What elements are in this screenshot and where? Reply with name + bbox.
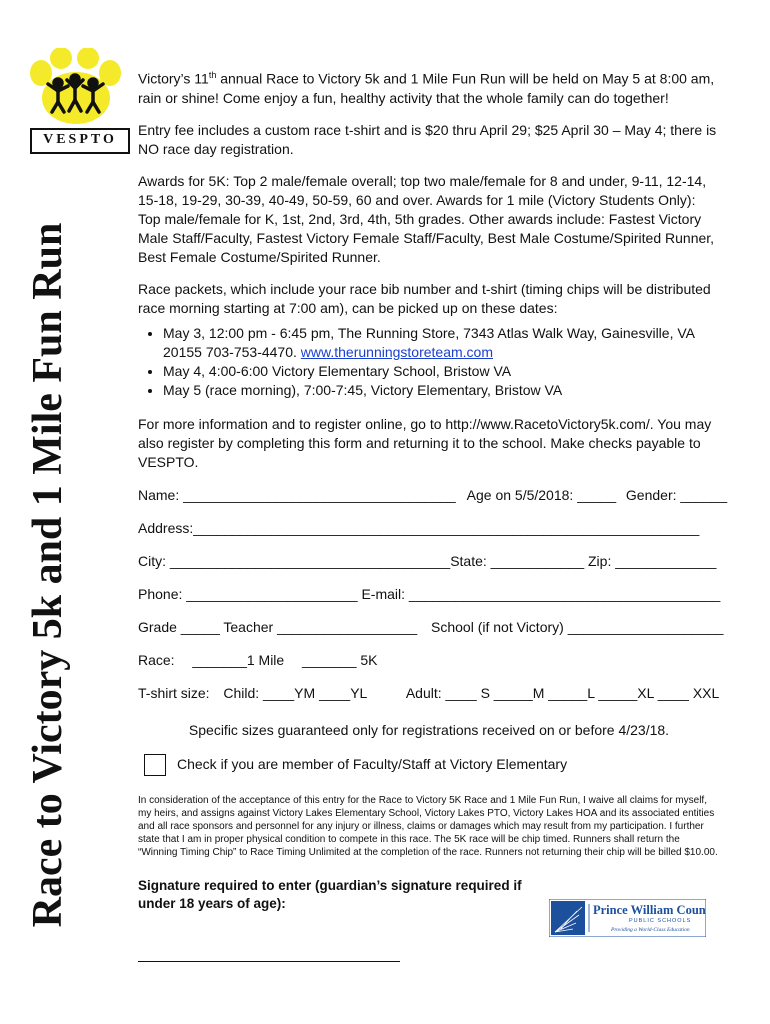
school-field[interactable]: School (if not Victory) ____________________	[431, 618, 724, 635]
race-1mile-field[interactable]: _______1 Mile	[192, 651, 285, 668]
grade-field[interactable]: Grade _____	[138, 618, 220, 635]
tshirt-label: T-shirt size:	[138, 684, 210, 701]
pwcs-tagline: Providing a World-Class Education	[611, 927, 690, 933]
form-row-city	[138, 552, 720, 585]
pwcs-name: Prince William County	[593, 903, 706, 917]
intro-superscript: th	[208, 70, 217, 80]
city-field[interactable]: City: ____________________________________	[138, 552, 451, 569]
age-field[interactable]: Age on 5/5/2018: _____	[466, 486, 617, 503]
phone-field[interactable]: Phone: ______________________	[138, 585, 358, 602]
paw-print-icon	[22, 48, 128, 128]
more-info-paragraph: For more information and to register online, go to http://www.RacetoVictory5k.com/. You may also register by completing this form and returning it to the school. Make checks payable to VESPTO.	[138, 415, 712, 470]
state-field[interactable]: State: ____________	[450, 552, 585, 569]
form-row-address	[138, 519, 720, 552]
pickup-item: • May 4, 4:00-6:00 Victory Elementary School, Bristow VA	[163, 362, 720, 381]
pwcs-logo-graphic	[549, 899, 706, 937]
pwcs-logo	[549, 899, 706, 937]
faculty-check-row	[144, 754, 720, 776]
signature-label: Signature required to enter (guardian’s signature required if under 18 years of age):	[138, 877, 522, 911]
gender-field[interactable]: Gender: ______	[625, 486, 728, 503]
running-store-link[interactable]: www.therunningstoreteam.com	[300, 343, 493, 360]
form-row-tshirt	[138, 684, 720, 717]
email-field[interactable]: E-mail: ________________________________________	[361, 585, 721, 602]
teacher-field[interactable]: Teacher __________________	[223, 618, 418, 635]
page-title: Race to Victory 5k and 1 Mile Fun Run	[25, 222, 71, 928]
intro-paragraph	[138, 66, 720, 108]
pickup-list	[138, 324, 720, 400]
packets-paragraph: Race packets, which include your race bib number and t-shirt (timing chips will be distributed race morning starting at 7:00 am), can be picked up on these dates:	[138, 280, 711, 316]
flyer-content	[138, 66, 728, 913]
pwcs-subtitle: PUBLIC SCHOOLS	[629, 918, 692, 924]
pickup-item	[163, 324, 720, 362]
sizes-note: Specific sizes guaranteed only for registrations received on or before 4/23/18.	[188, 721, 670, 738]
tshirt-adult-field[interactable]: Adult: ____ S _____M _____L _____XL ____ XXL	[405, 684, 720, 701]
form-row-name	[138, 486, 728, 519]
pickup-item: • May 5 (race morning), 7:00-7:45, Victory Elementary, Bristow VA	[163, 381, 720, 400]
logo-text: VESPTO	[30, 128, 130, 154]
faculty-checkbox[interactable]	[144, 754, 166, 776]
intro-suffix: annual Race to Victory 5k and 1 Mile Fun Run will be held on May 5 at 8:00 am, rain or shine! Come enjoy a fun, healthy activity that the whole family can do together!	[138, 70, 715, 106]
form-row-grade	[138, 618, 724, 651]
form-row-race	[138, 651, 720, 684]
tshirt-child-field[interactable]: Child: ____YM ____YL	[223, 684, 367, 701]
pickup-item-text: May 3, 12:00 pm - 6:45 pm, The Running Store, 7343 Atlas Walk Way, Gainesville, VA 20155 703-753-4470.	[163, 324, 695, 360]
entry-fee-paragraph: Entry fee includes a custom race t-shirt and is $20 thru April 29; $25 April 30 – May 4; there is NO race day registration.	[138, 121, 717, 157]
signature-line[interactable]	[138, 961, 400, 962]
zip-field[interactable]: Zip: _____________	[588, 552, 717, 569]
vespto-logo	[22, 48, 128, 148]
intro-prefix: Victory’s 11	[138, 70, 209, 87]
awards-paragraph: Awards for 5K: Top 2 male/female overall; top two male/female for 8 and under, 9-11, 12-14, 15-18, 19-29, 30-39, 40-49, 50-59, 60 and over. Awards for 1 mile (Victory Students Only): Top male/female for K, 1st, 2nd, 3rd, 4th, 5th grades. Other awards include: Fastest Victory Male Staff/Faculty, Fastest Victory Female Staff/Faculty, Best Male Costume/Spirited Runner, Best Female Costume/Spirited Runner.	[138, 172, 715, 265]
race-5k-field[interactable]: _______ 5K	[302, 651, 378, 668]
race-label: Race:	[138, 651, 175, 668]
name-field[interactable]: Name: ___________________________________	[138, 486, 456, 503]
waiver-text: In consideration of the acceptance of this entry for the Race to Victory 5K Race and 1 Mile Fun Run, I waive all claims for myself, my heirs, and assigns against Victory Lakes Elementary School, Victory Lakes PTO, Victory Lakes HOA and its associated entities and all race sponsors and personnel for any injury or illness, claims or damages which may result from my participation. I further state that I am in proper physical condition to compete in this race. The 5K race will be chip timed. Runners shall return the “Winning Timing Chip” to Race Timing Unlimited at the completion of the race. Runners not returning their chip will be billed $10.00.	[138, 794, 718, 858]
address-field[interactable]: Address:_________________________________________________________________	[138, 519, 700, 536]
faculty-check-label: Check if you are member of Faculty/Staff at Victory Elementary	[177, 756, 568, 773]
form-row-phone	[138, 585, 720, 618]
